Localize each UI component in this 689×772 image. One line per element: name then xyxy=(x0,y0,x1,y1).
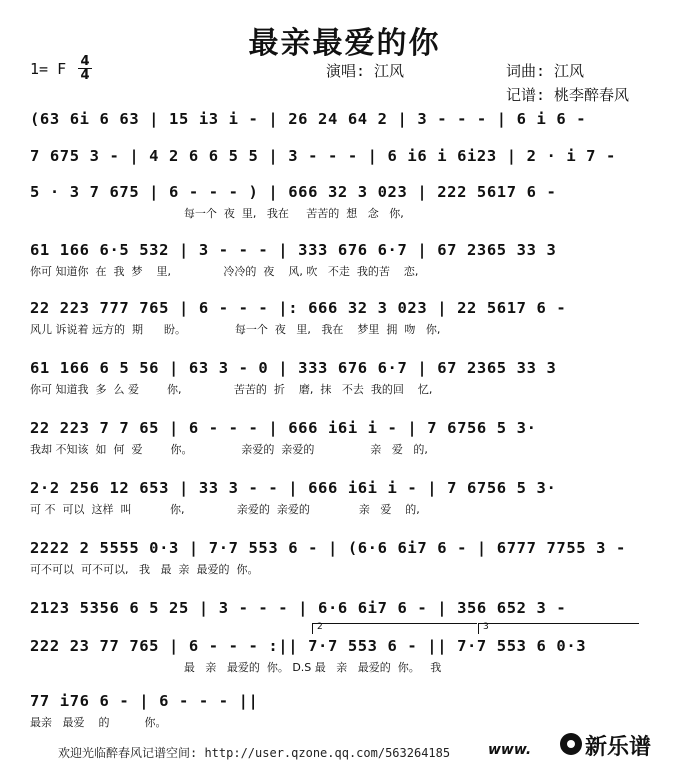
site-logo-text: 新乐谱 xyxy=(585,735,652,760)
volta-number: 2 xyxy=(317,622,323,632)
composer: 词曲: 江风 xyxy=(506,62,585,80)
lyrics-row: 最 亲 最爱的 你。 D.S 最 亲 最爱的 你。 我 xyxy=(30,661,442,674)
notation-row: 2123 5356 6 5 25 | 3 - - - | 6·6 6i7 6 - | 356 652 3 - xyxy=(30,599,567,617)
lyrics-row: 你可 知道我 多 么 爱 你, 苦苦的 折 磨, 抹 不去 我的回 忆, xyxy=(30,383,433,396)
site-logo-icon xyxy=(560,733,582,755)
notation-row: 61 166 6 5 56 | 63 3 - 0 | 333 676 6·7 | 67 2365 33 3 xyxy=(30,359,557,377)
notation-row: 77 i76 6 - | 6 - - - || xyxy=(30,692,259,710)
performer: 演唱: 江风 xyxy=(326,62,405,80)
notation-row: 5 · 3 7 675 | 6 - - - ) | 666 32 3 023 | 222 5617 6 - xyxy=(30,183,557,201)
lyrics-row: 可不可以 可不可以, 我 最 亲 最爱的 你。 xyxy=(30,563,259,576)
volta-number: 3 xyxy=(483,622,489,632)
time-signature xyxy=(78,55,92,82)
lyrics-row: 每一个 夜 里, 我在 苦苦的 想 念 你, xyxy=(30,207,404,220)
notation-row: 222 23 77 765 | 6 - - - :|| 7·7 553 6 - || 7·7 553 6 0·3 xyxy=(30,637,587,655)
transcriber: 记谱: 桃李醉春风 xyxy=(506,86,630,104)
notation-row: 2222 2 5555 0·3 | 7·7 553 6 - | (6·6 6i7 6 - | 6777 7755 3 - xyxy=(30,539,626,557)
notation-row: 2·2 256 12 653 | 33 3 - - | 666 i6i i - | 7 6756 5 3· xyxy=(30,479,557,497)
notation-row: 22 223 777 765 | 6 - - - |: 666 32 3 023 | 22 5617 6 - xyxy=(30,299,567,317)
notation-row: 7 675 3 - | 4 2 6 6 5 5 | 3 - - - | 6 i6 i 6i23 | 2 · i 7 - xyxy=(30,147,616,165)
lyrics-row: 最亲 最爱 的 你。 xyxy=(30,716,167,729)
time-signature-denominator: 4 xyxy=(80,68,90,83)
time-signature-numerator: 4 xyxy=(78,55,92,69)
lyrics-row: 你可 知道你 在 我 梦 里, 冷冷的 夜 风, 吹 不走 我的苦 恋, xyxy=(30,265,419,278)
song-title: 最亲最爱的你 xyxy=(248,26,441,61)
notation-row: (63 6i 6 63 | 15 i3 i - | 26 24 64 2 | 3 - - - | 6 i 6 - xyxy=(30,110,587,128)
lyrics-row: 可 不 可以 这样 叫 你, 亲爱的 亲爱的 亲 爱 的, xyxy=(30,503,420,516)
notation-row: 22 223 7 7 65 | 6 - - - | 666 i6i i - | 7 6756 5 3· xyxy=(30,419,537,437)
volta-bracket xyxy=(312,623,477,634)
lyrics-row: 风儿 诉说着 远方的 期 盼。 每一个 夜 里, 我在 梦里 拥 吻 你, xyxy=(30,323,441,336)
footer-text: 欢迎光临醉春风记谱空间: http://user.qzone.qq.com/563264185 xyxy=(58,746,451,760)
volta-bracket xyxy=(478,623,639,634)
lyrics-row: 我却 不知该 如 何 爱 你。 亲爱的 亲爱的 亲 爱 的, xyxy=(30,443,428,456)
site-prefix: www. xyxy=(488,742,532,758)
key-signature: 1= F xyxy=(30,60,67,78)
notation-row: 61 166 6·5 532 | 3 - - - | 333 676 6·7 | 67 2365 33 3 xyxy=(30,241,557,259)
